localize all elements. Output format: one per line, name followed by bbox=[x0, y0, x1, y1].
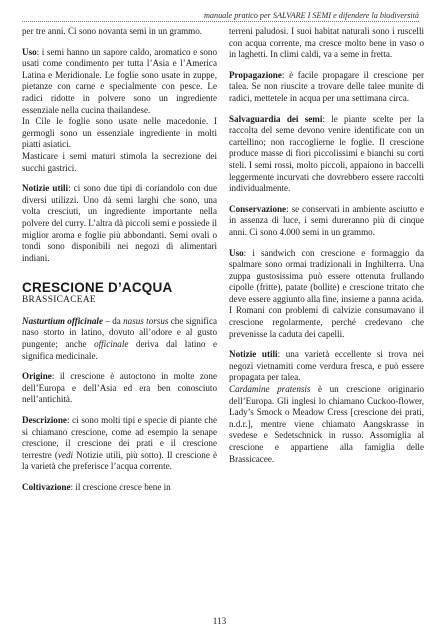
paragraph-uso-3 bbox=[22, 151, 217, 174]
paragraph-notizie bbox=[22, 183, 217, 264]
label-origine: Origine bbox=[22, 371, 52, 382]
page-number: 113 bbox=[212, 616, 227, 626]
left-column bbox=[22, 26, 217, 503]
paragraph-salvaguardia bbox=[229, 114, 424, 195]
text: : ci sono due tipi di coriandolo con due diversi utilizzi. Uno dà semi larghi che sono, una volta cresciuti, un ingrediente importante nella polvere del curry. L’altra dà piccoli semi e possiede il miglior aroma e foglie più abbondanti. Semi ovali o tondi sono disponibili nei negozi di alimentari indiani. bbox=[22, 183, 218, 263]
text: deriva dal latino e significa medicinale. bbox=[22, 339, 217, 361]
section-title: CRESCIONE D’ACQUA bbox=[22, 280, 173, 296]
paragraph-uso-2 bbox=[229, 305, 424, 340]
paragraph-cardamine bbox=[229, 384, 424, 465]
label-notizie: Notizie utili bbox=[22, 183, 69, 194]
text: I Romani con problemi di calvizie consumavano il crescione regolarmente, perché credevano che prevenisse la caduta dei capelli. bbox=[229, 305, 424, 339]
text: : i semi hanno un sapore caldo, aromatico e sono usati come condimento per tutta l’Asia e l’America Latina e Meridionale. Le foglie sono usate in zuppe, pietanze con carne e specialmente con pesce. Le radici ridotte in polvere sono un ingrediente essenziale nella cucina thailandese. bbox=[22, 46, 217, 115]
text: Notizie utili, più sotto). Il crescione è la varietà che preferisce l’acqua corrente. bbox=[22, 449, 217, 472]
text: : è facile propagare il crescione per talea. Se non riuscite a trovare delle talee munite di radici, mettetele in acqua per una settimana circa. bbox=[229, 69, 424, 103]
text: : se conservati in ambiente asciutto e in assenza di luce, i semi dureranno più di cinque anni. Ci sono 4.000 semi in un grammo. bbox=[229, 203, 424, 237]
text: che significa naso storto in latino, dovuto all’odore e al gusto pungente; anche bbox=[22, 315, 218, 350]
text: : i sandwich con crescione e formaggio da spalmare sono ormai tradizionali in Inghilterra. Una zuppa gustosissima può essere ottenuta frullando cipolle (fritte), patate (bollite) e crescione tritato che deve essere aggiunto alla fine, insieme a panna acida. bbox=[229, 247, 424, 304]
paragraph-uso-2 bbox=[22, 116, 217, 151]
cardamine-name: Cardamine pratensis bbox=[229, 384, 311, 395]
label-uso: Uso bbox=[229, 247, 244, 258]
running-header bbox=[22, 6, 419, 22]
paragraph-origine bbox=[22, 371, 217, 406]
latin-word: officinale bbox=[94, 339, 129, 350]
text: In Cile le foglie sono usate nelle macedonie. I germogli sono un essenziale ingrediente in molti piatti asiatici. bbox=[22, 116, 217, 150]
paragraph-uso bbox=[22, 47, 217, 117]
paragraph-descrizione bbox=[22, 415, 217, 473]
paragraph-latin-name bbox=[22, 316, 217, 362]
paragraph-conservazione bbox=[229, 204, 424, 239]
label-propagazione: Propagazione bbox=[229, 69, 282, 80]
paragraph-coltivazione bbox=[22, 482, 217, 494]
paragraph-seed-count bbox=[22, 26, 217, 38]
text: : ci sono molti tipi e specie di piante che si chiamano crescione, come ad esempio la senape crescione, il crescione dei prati e il crescione terrestre ( bbox=[22, 415, 217, 460]
label-salvaguardia: Salvaguardia dei semi bbox=[229, 113, 323, 124]
header-text: manuale pratico per SALVARE I SEMI e difendere la biodiversità bbox=[203, 11, 419, 20]
paragraph-uso bbox=[229, 248, 424, 306]
text: : il crescione è autoctono in molte zone dell’Europa e dell’Asia ed era ben conosciuto nell’antichità. bbox=[22, 371, 217, 405]
label-notizie: Notizie utili bbox=[229, 349, 278, 360]
family-name: BRASSICACEAE bbox=[22, 295, 96, 306]
paragraph-habitat bbox=[229, 26, 424, 61]
text: è un crescione originario dell’Europa. Gli inglesi lo chiamano Cuckoo-flower, Lady’s Smock o Meadow Cress [crescione dei prati, n.d.r.], mentre viene chiamato Aangskrasse in svedese e Sedetschnick in russo. Assomiglia al crescione e appartiene alla famiglia delle Brassicacee. bbox=[229, 384, 424, 464]
text: : le piante scelte per la raccolta del seme devono venire identificate con un cartellino; non raccoglierne le foglie. Il crescione produce masse di fiori piccolissimi e bianchi su corti steli. I semi rossi, molto piccoli, appaiono in baccelli leggermente incurvati che dovrebbero essere raccolti individualmente. bbox=[229, 113, 424, 194]
paragraph-propagazione bbox=[229, 70, 424, 105]
text: per tre anni. Ci sono novanta semi in un grammo. bbox=[22, 26, 203, 36]
text: : il crescione cresce bene in bbox=[70, 482, 171, 492]
vedi-word: vedi bbox=[57, 449, 74, 460]
label-conservazione: Conservazione bbox=[229, 203, 287, 214]
text: terreni paludosi. I suoi habitat naturali sono i ruscelli con acqua corrente, ma cresce molto bene in vaso o in laghetti. In climi caldi, va a seme in fretta. bbox=[229, 26, 424, 60]
label-descrizione: Descrizione bbox=[22, 415, 67, 426]
label-uso: Uso bbox=[22, 46, 37, 57]
latin-origin: nasus torsus bbox=[123, 315, 169, 326]
right-column bbox=[229, 26, 424, 474]
text: – da bbox=[103, 315, 124, 326]
text: Masticare i semi maturi stimola la secrezione dei succhi gastrici. bbox=[22, 150, 217, 173]
text: : una varietà eccellente si trova nei negozi vietnamiti come verdura fresca, e può essere propagata per talea. bbox=[229, 349, 424, 383]
label-coltivazione: Coltivazione bbox=[22, 482, 71, 492]
latin-name: Nasturtium officinale bbox=[22, 315, 103, 326]
paragraph-notizie bbox=[229, 349, 424, 384]
